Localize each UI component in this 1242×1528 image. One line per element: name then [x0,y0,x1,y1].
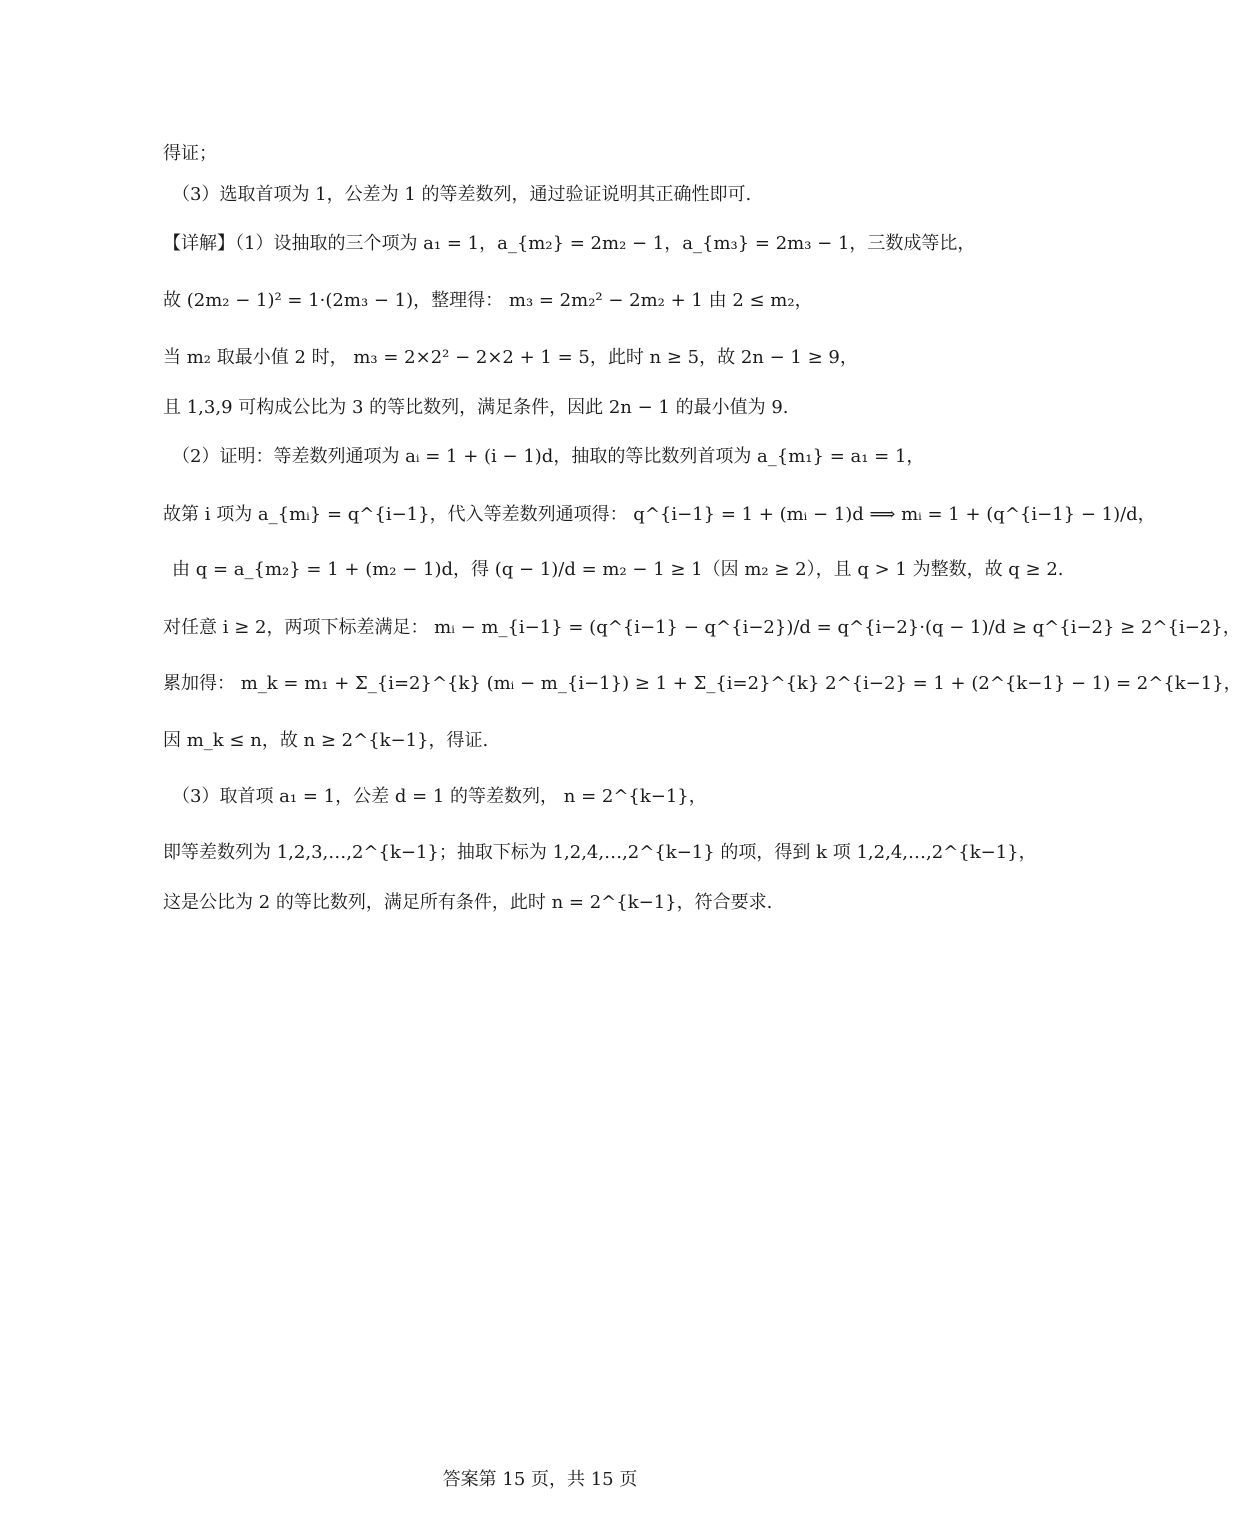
text-line: 且 1,3,9 可构成公比为 3 的等比数列，满足条件，因此 2n − 1 的最小值为 9. [163,397,789,418]
text-line: 【详解】（1）设抽取的三个项为 a₁ = 1，a_{m₂} = 2m₂ − 1，a_{m₃} = 2m₃ − 1，三数成等比， [163,233,976,254]
text-line: 即等差数列为 1,2,3,…,2^{k−1}；抽取下标为 1,2,4,…,2^{k−1} 的项，得到 k 项 1,2,4,…,2^{k−1}， [163,842,1037,863]
text-line: （3）取首项 a₁ = 1，公差 d = 1 的等差数列， n = 2^{k−1}， [172,786,707,807]
text-line: 累加得： m_k = m₁ + Σ_{i=2}^{k} (mᵢ − m_{i−1}) ≥ 1 + Σ_{i=2}^{k} 2^{i−2} = 1 + (2^{k−1} − 1) = 2^{k−1}， [163,673,1242,694]
text-line: 得证； [163,143,217,164]
text-line: 故 (2m₂ − 1)² = 1·(2m₃ − 1)，整理得： m₃ = 2m₂² − 2m₂ + 1 由 2 ≤ m₂， [163,290,813,311]
text-line: 当 m₂ 取最小值 2 时， m₃ = 2×2² − 2×2 + 1 = 5，此时 n ≥ 5，故 2n − 1 ≥ 9， [163,347,858,368]
text-line: （2）证明：等差数列通项为 aᵢ = 1 + (i − 1)d，抽取的等比数列首项为 a_{m₁} = a₁ = 1， [172,446,925,467]
text-line: 故第 i 项为 a_{mᵢ} = q^{i−1}，代入等差数列通项得： q^{i−1} = 1 + (mᵢ − 1)d ⟹ mᵢ = 1 + (q^{i−1} − 1)/d， [163,504,1156,525]
text-line: 对任意 i ≥ 2，两项下标差满足： mᵢ − m_{i−1} = (q^{i−1} − q^{i−2})/d = q^{i−2}·(q − 1)/d ≥ q^{i−2} ≥ 2^{i−2}， [163,617,1241,638]
text-line: 这是公比为 2 的等比数列，满足所有条件，此时 n = 2^{k−1}，符合要求. [163,892,773,913]
text-line: 由 q = a_{m₂} = 1 + (m₂ − 1)d，得 (q − 1)/d = m₂ − 1 ≥ 1（因 m₂ ≥ 2），且 q > 1 为整数，故 q ≥ 2. [172,559,1064,580]
text-line: （3）选取首项为 1，公差为 1 的等差数列，通过验证说明其正确性即可. [172,184,752,205]
page-footer: 答案第 15 页，共 15 页 [442,1469,638,1490]
text-line: 因 m_k ≤ n，故 n ≥ 2^{k−1}，得证. [163,730,489,751]
